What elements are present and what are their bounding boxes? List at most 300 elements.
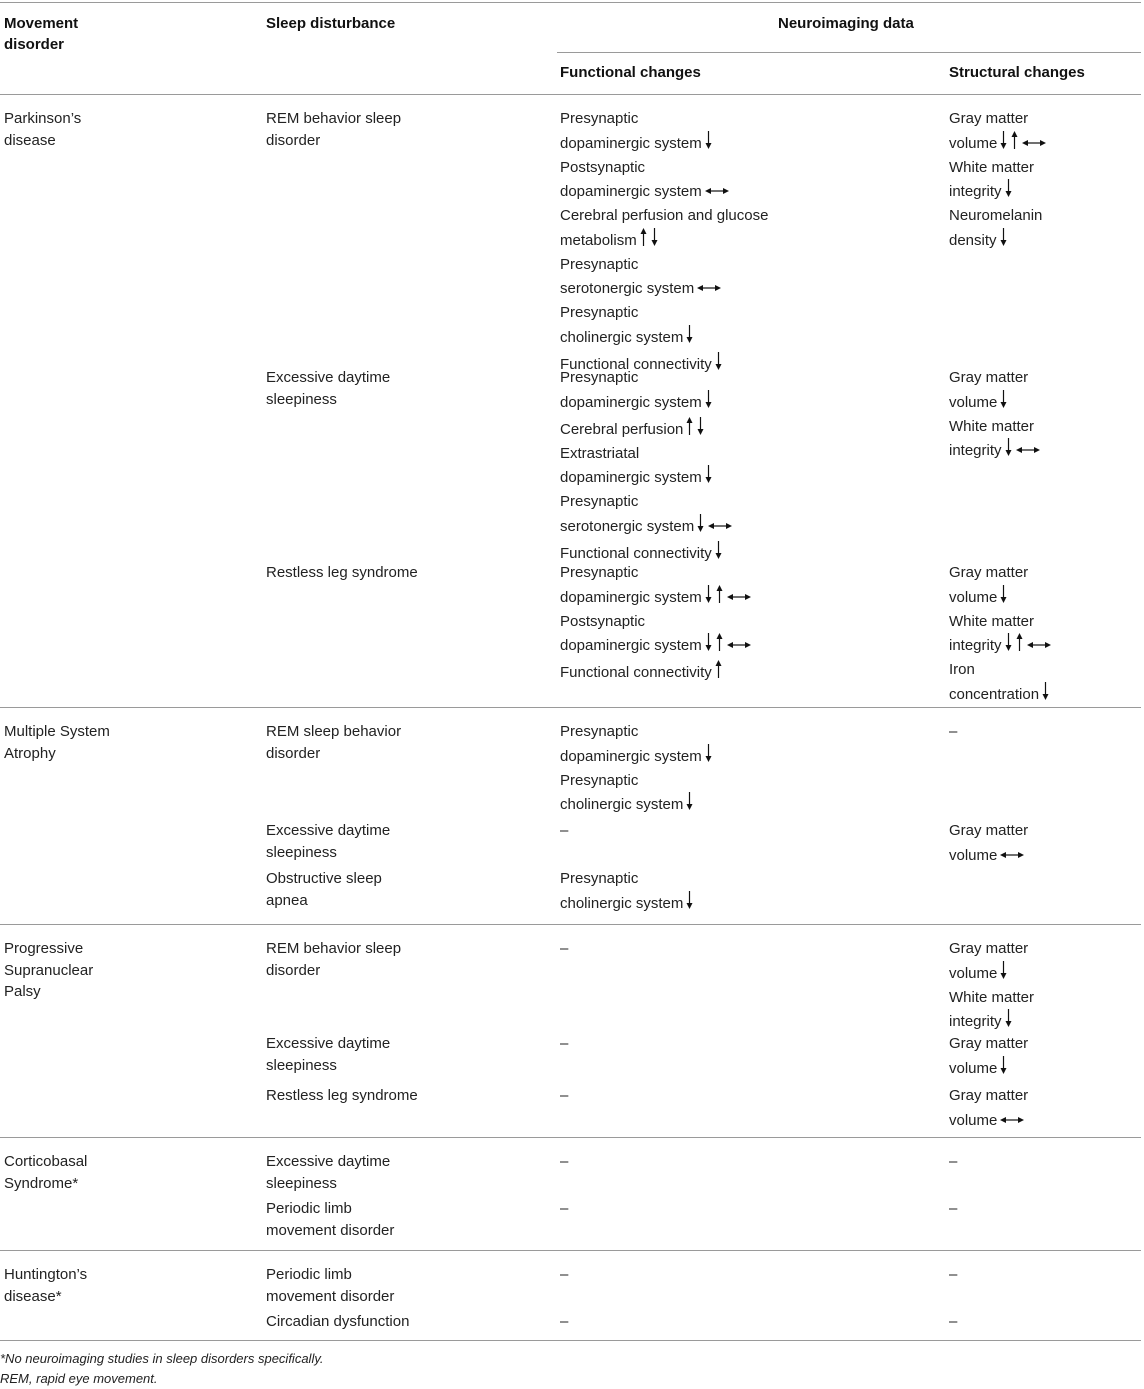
cell-line <box>266 1085 418 1107</box>
group-divider-rule <box>0 707 1141 708</box>
arrow-down-icon <box>650 227 659 247</box>
cell-text: – <box>560 822 569 839</box>
cell-text: sleepiness <box>266 1174 337 1192</box>
arrow-up-icon <box>1015 632 1024 652</box>
cell-text: dopaminergic system <box>560 637 702 654</box>
header-bottom-rule <box>0 94 1141 95</box>
cell-line <box>4 1173 87 1195</box>
cell-text: dopaminergic system <box>560 183 702 200</box>
cell-line <box>266 1173 390 1195</box>
cell-text: metabolism <box>560 231 637 249</box>
sleep-disturbance-cell <box>266 1311 409 1333</box>
cell-line <box>560 254 768 276</box>
cell-line <box>949 1151 957 1173</box>
arrow-down-icon <box>696 513 705 533</box>
cell-text: dopaminergic system <box>560 469 702 486</box>
cell-text: Excessive daytime <box>266 1153 391 1170</box>
cell-text: Presynaptic <box>560 369 639 386</box>
cell-line <box>266 367 390 389</box>
sleep-disturbance-cell <box>266 367 390 410</box>
cell-text: Iron <box>949 661 975 678</box>
cell-text: cholinergic system <box>560 328 684 346</box>
cell-text: Gray matter <box>949 940 1029 957</box>
cell-line <box>266 562 418 584</box>
cell-text: Neuromelanin <box>949 207 1043 224</box>
cell-text: Gray matter <box>949 564 1029 581</box>
arrow-down-icon <box>999 227 1008 247</box>
cell-line <box>560 743 713 770</box>
cell-text: Cerebral perfusion <box>560 420 684 438</box>
cell-line <box>560 1085 568 1107</box>
cell-line <box>949 584 1052 611</box>
sleep-disturbance-cell <box>266 1151 390 1194</box>
footnote-no-studies: *No neuroimaging studies in sleep disorders specifically. <box>0 1351 324 1366</box>
cell-text: Functional connectivity <box>560 355 712 373</box>
arrow-down-icon <box>704 632 713 652</box>
sleep-disturbance-cell <box>266 108 401 151</box>
cell-line <box>266 820 390 842</box>
table-top-rule <box>0 2 1141 3</box>
sleep-disturbance-cell <box>266 868 382 911</box>
cell-text: – <box>949 1313 958 1330</box>
cell-text: Excessive daytime <box>266 822 391 839</box>
cell-text: Postsynaptic <box>560 612 646 630</box>
cell-line <box>560 659 752 686</box>
arrow-down-icon <box>704 130 713 150</box>
arrow-down-icon <box>1041 681 1050 701</box>
cell-line <box>4 938 93 960</box>
cell-line <box>560 562 752 584</box>
cell-line <box>949 130 1047 157</box>
structural-changes-cell <box>949 820 1028 869</box>
group-divider-rule <box>0 1250 1141 1251</box>
arrow-down-icon <box>999 584 1008 604</box>
cell-text: – <box>949 1153 958 1170</box>
cell-text: integrity <box>949 637 1002 654</box>
functional-changes-cell <box>560 108 768 378</box>
cell-line <box>560 443 733 465</box>
cell-line <box>4 743 110 765</box>
header-sleep-disturbance: Sleep disturbance <box>266 15 396 32</box>
cell-line <box>949 820 1028 842</box>
cell-line <box>560 389 733 416</box>
cell-line <box>4 1286 87 1308</box>
cell-text: Gray matter <box>949 1087 1029 1104</box>
cell-line <box>4 1151 87 1173</box>
cell-line <box>560 464 733 491</box>
cell-line <box>560 791 713 818</box>
cell-text: Syndrome* <box>4 1174 79 1192</box>
sleep-disturbance-cell <box>266 938 401 981</box>
cell-line <box>949 227 1047 254</box>
cell-text: – <box>560 1266 569 1283</box>
cell-line <box>560 721 713 743</box>
arrow-up-icon <box>639 227 648 247</box>
cell-text: volume <box>949 134 998 152</box>
cell-line <box>560 1264 568 1286</box>
cell-text: density <box>949 231 997 249</box>
cell-text: serotonergic system <box>560 280 695 297</box>
cell-line <box>560 868 694 890</box>
group-divider-rule <box>0 1137 1141 1138</box>
cell-line <box>560 491 733 513</box>
cell-line <box>560 367 733 389</box>
cell-line <box>560 1198 568 1220</box>
header-subrule <box>557 52 1141 53</box>
cell-line <box>266 1151 390 1173</box>
cell-line <box>4 981 93 1003</box>
cell-line <box>266 938 401 960</box>
cell-line <box>949 1055 1028 1082</box>
cell-line <box>949 1008 1034 1035</box>
arrow-up-icon <box>1010 130 1019 150</box>
sleep-disturbance-cell <box>266 721 401 764</box>
cell-text: White matter <box>949 988 1035 1006</box>
cell-line <box>560 938 568 960</box>
cell-line <box>560 108 768 130</box>
cell-text: Parkinson’s <box>4 110 82 127</box>
cell-line <box>560 770 713 792</box>
arrow-down-icon <box>704 743 713 763</box>
cell-text: White matter <box>949 158 1035 176</box>
cell-line <box>949 960 1034 987</box>
cell-line <box>560 205 768 227</box>
functional-changes-cell <box>560 1151 568 1173</box>
cell-line <box>560 1151 568 1173</box>
structural-changes-cell <box>949 1264 957 1286</box>
cell-text: dopaminergic system <box>560 393 702 411</box>
cell-text: Progressive <box>4 940 84 957</box>
cell-line <box>266 389 390 411</box>
cell-text: Presynaptic <box>560 870 639 887</box>
cell-text: Presynaptic <box>560 564 639 581</box>
arrow-down-icon <box>999 1055 1008 1075</box>
cell-text: disease* <box>4 1287 62 1305</box>
arrow-left-right-icon <box>999 842 1025 862</box>
arrow-down-icon <box>999 389 1008 409</box>
arrow-down-icon <box>999 130 1008 150</box>
cell-text: serotonergic system <box>560 517 695 535</box>
cell-line <box>949 1085 1028 1107</box>
cell-text: Restless leg syndrome <box>266 1087 418 1104</box>
functional-changes-cell <box>560 1085 568 1107</box>
cell-line <box>266 108 401 130</box>
header-movement-disorder: Movement disorder <box>4 15 79 53</box>
sleep-disturbance-cell <box>266 1085 418 1107</box>
cell-line <box>266 1311 409 1333</box>
cell-text: REM sleep behavior <box>266 723 402 740</box>
cell-line <box>560 130 768 157</box>
arrow-down-icon <box>696 416 705 436</box>
cell-text: – <box>949 723 958 740</box>
cell-line <box>949 659 1052 681</box>
sleep-disturbance-cell <box>266 1033 390 1076</box>
functional-changes-cell <box>560 820 568 842</box>
cell-line <box>949 632 1052 659</box>
cell-text: dopaminergic system <box>560 588 702 606</box>
cell-text: – <box>560 940 569 957</box>
movement-disorder-cell <box>4 721 110 764</box>
cell-line <box>949 205 1047 227</box>
arrow-left-right-icon <box>1015 437 1041 457</box>
structural-changes-cell <box>949 938 1034 1035</box>
cell-line <box>949 157 1047 179</box>
cell-line <box>560 275 768 302</box>
cell-text: White matter <box>949 612 1035 630</box>
cell-line <box>949 1311 957 1333</box>
cell-text: – <box>560 1087 569 1104</box>
cell-line <box>560 1033 568 1055</box>
cell-text: integrity <box>949 442 1002 459</box>
cell-line <box>560 178 768 205</box>
cell-text: Excessive daytime <box>266 369 391 386</box>
cell-text: volume <box>949 846 998 864</box>
cell-line <box>560 324 768 351</box>
cell-line <box>266 1198 394 1220</box>
cell-text: volume <box>949 1059 998 1077</box>
cell-text: – <box>560 1035 569 1052</box>
cell-text: Cerebral perfusion and glucose <box>560 207 769 224</box>
cell-text: Excessive daytime <box>266 1035 391 1052</box>
cell-line <box>949 987 1034 1009</box>
cell-line <box>4 721 110 743</box>
cell-text: Supranuclear <box>4 961 94 979</box>
functional-changes-cell <box>560 1033 568 1055</box>
header-neuroimaging-data: Neuroimaging data <box>778 15 914 32</box>
structural-changes-cell <box>949 1033 1028 1082</box>
functional-changes-cell <box>560 868 694 917</box>
cell-line <box>560 157 768 179</box>
cell-text: volume <box>949 393 998 411</box>
cell-text: volume <box>949 1111 998 1129</box>
cell-line <box>266 130 401 152</box>
structural-changes-cell <box>949 721 957 743</box>
cell-text: dopaminergic system <box>560 747 702 765</box>
functional-changes-cell <box>560 1311 568 1333</box>
cell-line <box>4 108 81 130</box>
cell-line <box>949 938 1034 960</box>
arrow-left-right-icon <box>707 513 733 533</box>
group-divider-rule <box>0 1340 1141 1341</box>
footnote-rem: REM, rapid eye movement. <box>0 1371 158 1386</box>
cell-line <box>266 960 401 982</box>
functional-changes-cell <box>560 1198 568 1220</box>
cell-line <box>4 960 93 982</box>
cell-line <box>949 1264 957 1286</box>
arrow-left-right-icon <box>1021 130 1047 150</box>
cell-text: sleepiness <box>266 1056 337 1074</box>
cell-text: Functional connectivity <box>560 544 712 562</box>
functional-changes-cell <box>560 938 568 960</box>
movement-disorder-cell <box>4 1151 87 1194</box>
cell-text: Presynaptic <box>560 304 639 321</box>
cell-text: Gray matter <box>949 110 1029 127</box>
cell-line <box>266 868 382 890</box>
arrow-left-right-icon <box>726 632 752 652</box>
cell-line <box>949 1198 957 1220</box>
functional-changes-cell <box>560 367 733 567</box>
arrow-left-right-icon <box>999 1107 1025 1127</box>
cell-line <box>560 820 568 842</box>
cell-line <box>560 890 694 917</box>
cell-text: – <box>560 1313 569 1330</box>
cell-line <box>949 416 1041 438</box>
cell-text: apnea <box>266 891 308 909</box>
cell-text: – <box>560 1200 569 1217</box>
cell-line <box>949 842 1028 869</box>
structural-changes-cell <box>949 1198 957 1220</box>
arrow-down-icon <box>1004 178 1013 198</box>
arrow-down-icon <box>704 584 713 604</box>
cell-text: Circadian dysfunction <box>266 1313 410 1330</box>
movement-disorder-cell <box>4 938 93 1003</box>
cell-text: Atrophy <box>4 744 56 762</box>
structural-changes-cell <box>949 367 1041 464</box>
cell-text: Presynaptic <box>560 110 639 127</box>
cell-text: Palsy <box>4 983 41 1000</box>
arrow-up-icon <box>714 659 723 679</box>
structural-changes-cell <box>949 1311 957 1333</box>
arrow-down-icon <box>1004 437 1013 457</box>
functional-changes-cell <box>560 562 752 686</box>
cell-text: sleepiness <box>266 390 337 408</box>
arrow-down-icon <box>685 324 694 344</box>
arrow-down-icon <box>1004 1008 1013 1028</box>
cell-text: Multiple System <box>4 723 110 740</box>
cell-text: Presynaptic <box>560 255 639 273</box>
cell-text: cholinergic system <box>560 796 684 813</box>
cell-text: Corticobasal <box>4 1153 88 1170</box>
cell-line <box>949 681 1052 708</box>
cell-text: integrity <box>949 183 1002 200</box>
cell-text: movement disorder <box>266 1287 395 1305</box>
arrow-left-right-icon <box>726 584 752 604</box>
cell-text: Huntington’s <box>4 1266 88 1283</box>
cell-line <box>266 743 401 765</box>
cell-line <box>949 389 1041 416</box>
cell-line <box>949 178 1047 205</box>
functional-changes-cell <box>560 721 713 818</box>
cell-line <box>949 367 1041 389</box>
cell-text: volume <box>949 964 998 982</box>
movement-disorder-cell <box>4 1264 87 1307</box>
cell-line <box>949 1107 1028 1134</box>
movement-disorder-cell <box>4 108 81 151</box>
cell-text: Postsynaptic <box>560 158 646 176</box>
cell-text: Obstructive sleep <box>266 870 382 887</box>
arrow-down-icon <box>1004 632 1013 652</box>
cell-text: Gray matter <box>949 369 1029 386</box>
cell-line <box>560 611 752 633</box>
cell-line <box>560 302 768 324</box>
cell-line <box>949 611 1052 633</box>
cell-line <box>560 584 752 611</box>
cell-line <box>560 632 752 659</box>
cell-text: disorder <box>266 131 321 149</box>
cell-text: Restless leg syndrome <box>266 564 418 581</box>
sleep-disturbance-cell <box>266 820 390 863</box>
cell-text: volume <box>949 588 998 606</box>
cell-text: Presynaptic <box>560 493 639 510</box>
cell-line <box>266 1286 394 1308</box>
arrow-down-icon <box>704 464 713 484</box>
group-divider-rule <box>0 924 1141 925</box>
cell-line <box>266 1055 390 1077</box>
cell-text: cholinergic system <box>560 894 684 912</box>
arrow-left-right-icon <box>704 178 730 198</box>
cell-line <box>560 416 733 443</box>
arrow-down-icon <box>714 540 723 560</box>
header-functional-changes: Functional changes <box>560 64 701 81</box>
structural-changes-cell <box>949 1085 1028 1134</box>
cell-line <box>266 1220 394 1242</box>
arrow-up-icon <box>685 416 694 436</box>
cell-text: disorder <box>266 961 321 979</box>
cell-line <box>266 842 390 864</box>
arrow-down-icon <box>685 791 694 811</box>
cell-text: White matter <box>949 417 1035 435</box>
cell-text: Gray matter <box>949 822 1029 839</box>
structural-changes-cell <box>949 108 1047 254</box>
cell-line <box>266 890 382 912</box>
cell-text: – <box>949 1200 958 1217</box>
cell-text: movement disorder <box>266 1221 395 1239</box>
cell-line <box>266 721 401 743</box>
cell-text: Presynaptic <box>560 771 639 789</box>
sleep-disturbance-cell <box>266 1264 394 1307</box>
cell-line <box>4 1264 87 1286</box>
cell-line <box>949 721 957 743</box>
cell-text: disorder <box>266 744 321 762</box>
cell-text: sleepiness <box>266 843 337 861</box>
header-structural-changes: Structural changes <box>949 64 1085 81</box>
cell-text: Periodic limb <box>266 1266 352 1283</box>
cell-text: disease <box>4 131 56 149</box>
cell-line <box>4 130 81 152</box>
cell-text: REM behavior sleep <box>266 110 402 127</box>
cell-line <box>560 1311 568 1333</box>
cell-text: integrity <box>949 1013 1002 1030</box>
arrow-down-icon <box>685 890 694 910</box>
arrow-up-icon <box>715 632 724 652</box>
functional-changes-cell <box>560 1264 568 1286</box>
cell-text: Gray matter <box>949 1035 1029 1052</box>
cell-line <box>949 437 1041 464</box>
cell-line <box>949 1033 1028 1055</box>
cell-text: Periodic limb <box>266 1200 352 1217</box>
sleep-disturbance-cell <box>266 562 418 584</box>
cell-text: Functional connectivity <box>560 664 712 681</box>
cell-line <box>560 513 733 540</box>
arrow-up-icon <box>715 584 724 604</box>
arrow-down-icon <box>999 960 1008 980</box>
arrow-down-icon <box>704 389 713 409</box>
structural-changes-cell <box>949 562 1052 708</box>
cell-text: concentration <box>949 685 1040 703</box>
cell-line <box>949 562 1052 584</box>
cell-text: REM behavior sleep <box>266 940 402 957</box>
structural-changes-cell <box>949 1151 957 1173</box>
cell-text: Presynaptic <box>560 723 639 740</box>
cell-text: dopaminergic system <box>560 134 702 152</box>
cell-line <box>949 108 1047 130</box>
cell-line <box>266 1264 394 1286</box>
arrow-left-right-icon <box>696 275 722 295</box>
cell-text: – <box>560 1153 569 1170</box>
arrow-left-right-icon <box>1026 632 1052 652</box>
cell-text: – <box>949 1266 958 1283</box>
cell-text: Extrastriatal <box>560 444 640 462</box>
